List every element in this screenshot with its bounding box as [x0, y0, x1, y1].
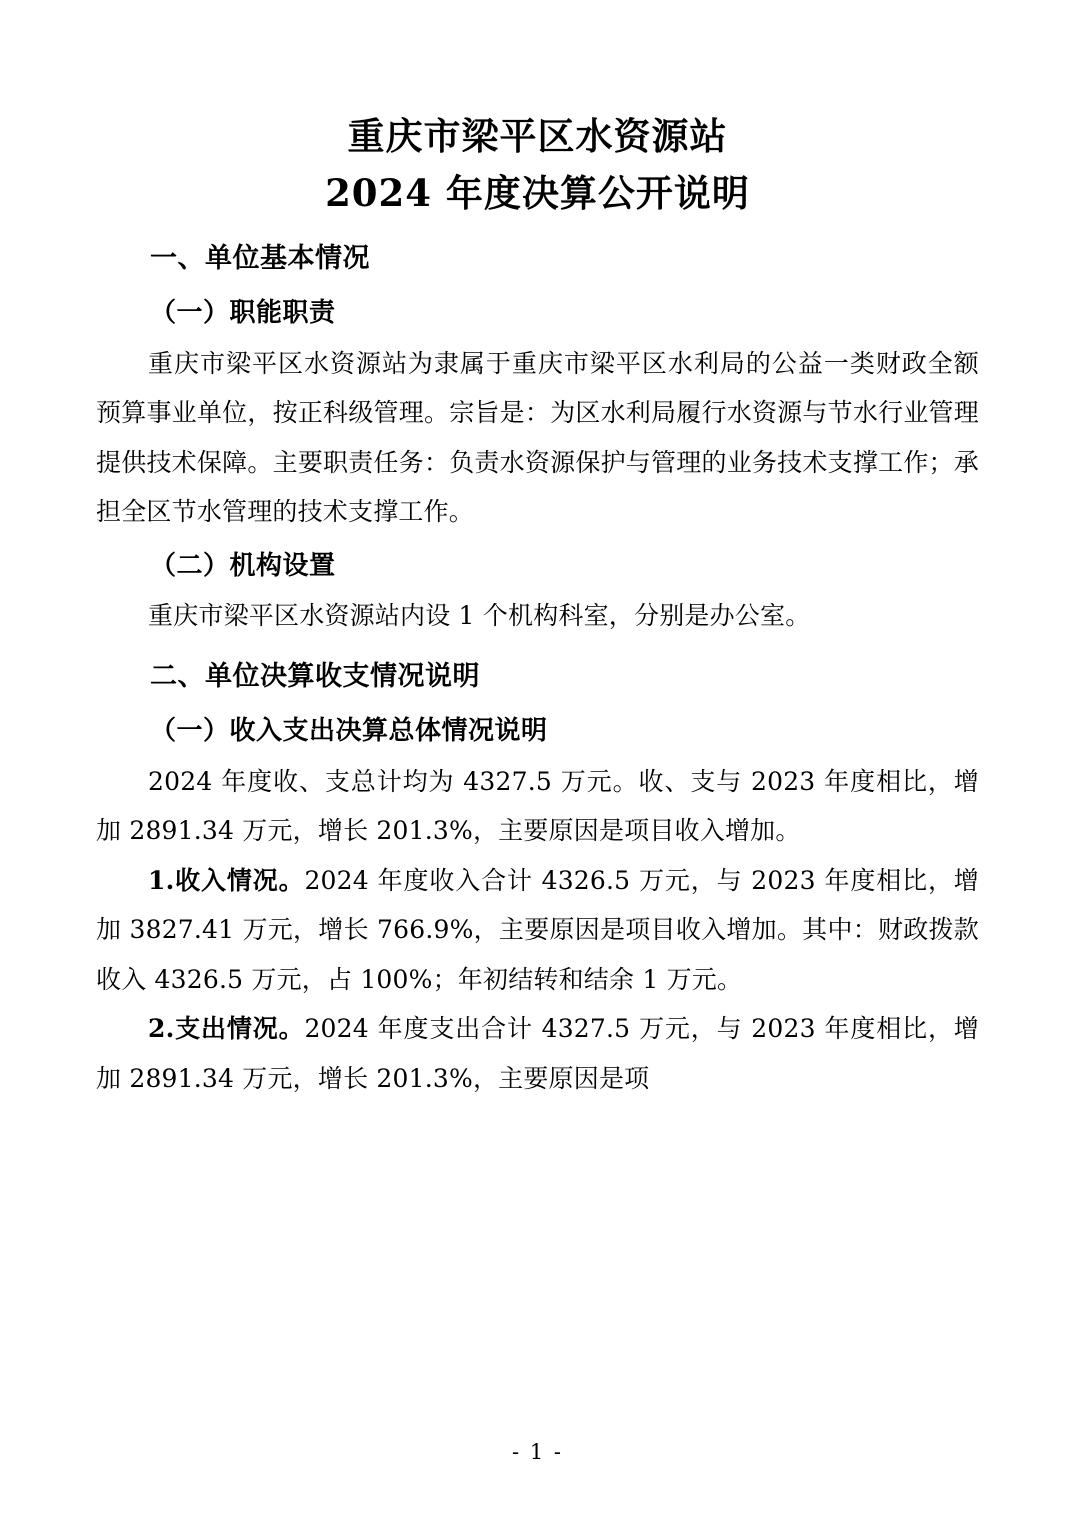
- list-item-expenditure: [96, 1004, 979, 1103]
- subsection-heading-1-1: （一）职能职责: [150, 297, 336, 328]
- title-line-1: 重庆市梁平区水资源站: [347, 114, 728, 158]
- section-heading-1: 一、单位基本情况: [150, 242, 370, 274]
- list-item-income-lead: 1.收入情况。: [148, 865, 305, 895]
- list-item-expenditure-text: 2024 年度支出合计 4327.5 万元，与 2023 年度相比，增加 2891.34 万元，增长 201.3%，主要原因是项: [96, 1014, 979, 1093]
- section-heading-2: 二、单位决算收支情况说明: [150, 660, 480, 692]
- page-title: [96, 108, 979, 223]
- page-number: - 1 -: [512, 1440, 563, 1464]
- list-item-income-text: 2024 年度收入合计 4326.5 万元，与 2023 年度相比，增加 3827.41 万元，增长 766.9%，主要原因是项目收入增加。其中：财政拨款收入 4326.5 万元，占 100%；年初结转和结余 1 万元。: [96, 865, 979, 994]
- paragraph-2-1-1: 2024 年度收、支总计均为 4327.5 万元。收、支与 2023 年度相比，增加 2891.34 万元，增长 201.3%，主要原因是项目收入增加。: [96, 766, 979, 846]
- subsection-heading-1-2: （二）机构设置: [150, 550, 336, 581]
- subsection-heading-2-1: （一）收入支出决算总体情况说明: [150, 716, 548, 747]
- list-item-income: [96, 856, 979, 1005]
- list-item-expenditure-lead: 2.支出情况。: [148, 1014, 305, 1044]
- title-line-2: 2024 年度决算公开说明: [325, 171, 750, 216]
- paragraph-1-1-1: 重庆市梁平区水资源站为隶属于重庆市梁平区水利局的公益一类财政全额预算事业单位，按正科级管理。宗旨是：为区水利局履行水资源与节水行业管理提供技术保障。主要职责任务：负责水资源保护与管理的业务技术支撑工作；承担全区节水管理的技术支撑工作。: [96, 348, 979, 527]
- paragraph-1-2-1: 重庆市梁平区水资源站内设 1 个机构科室，分别是办公室。: [148, 601, 811, 631]
